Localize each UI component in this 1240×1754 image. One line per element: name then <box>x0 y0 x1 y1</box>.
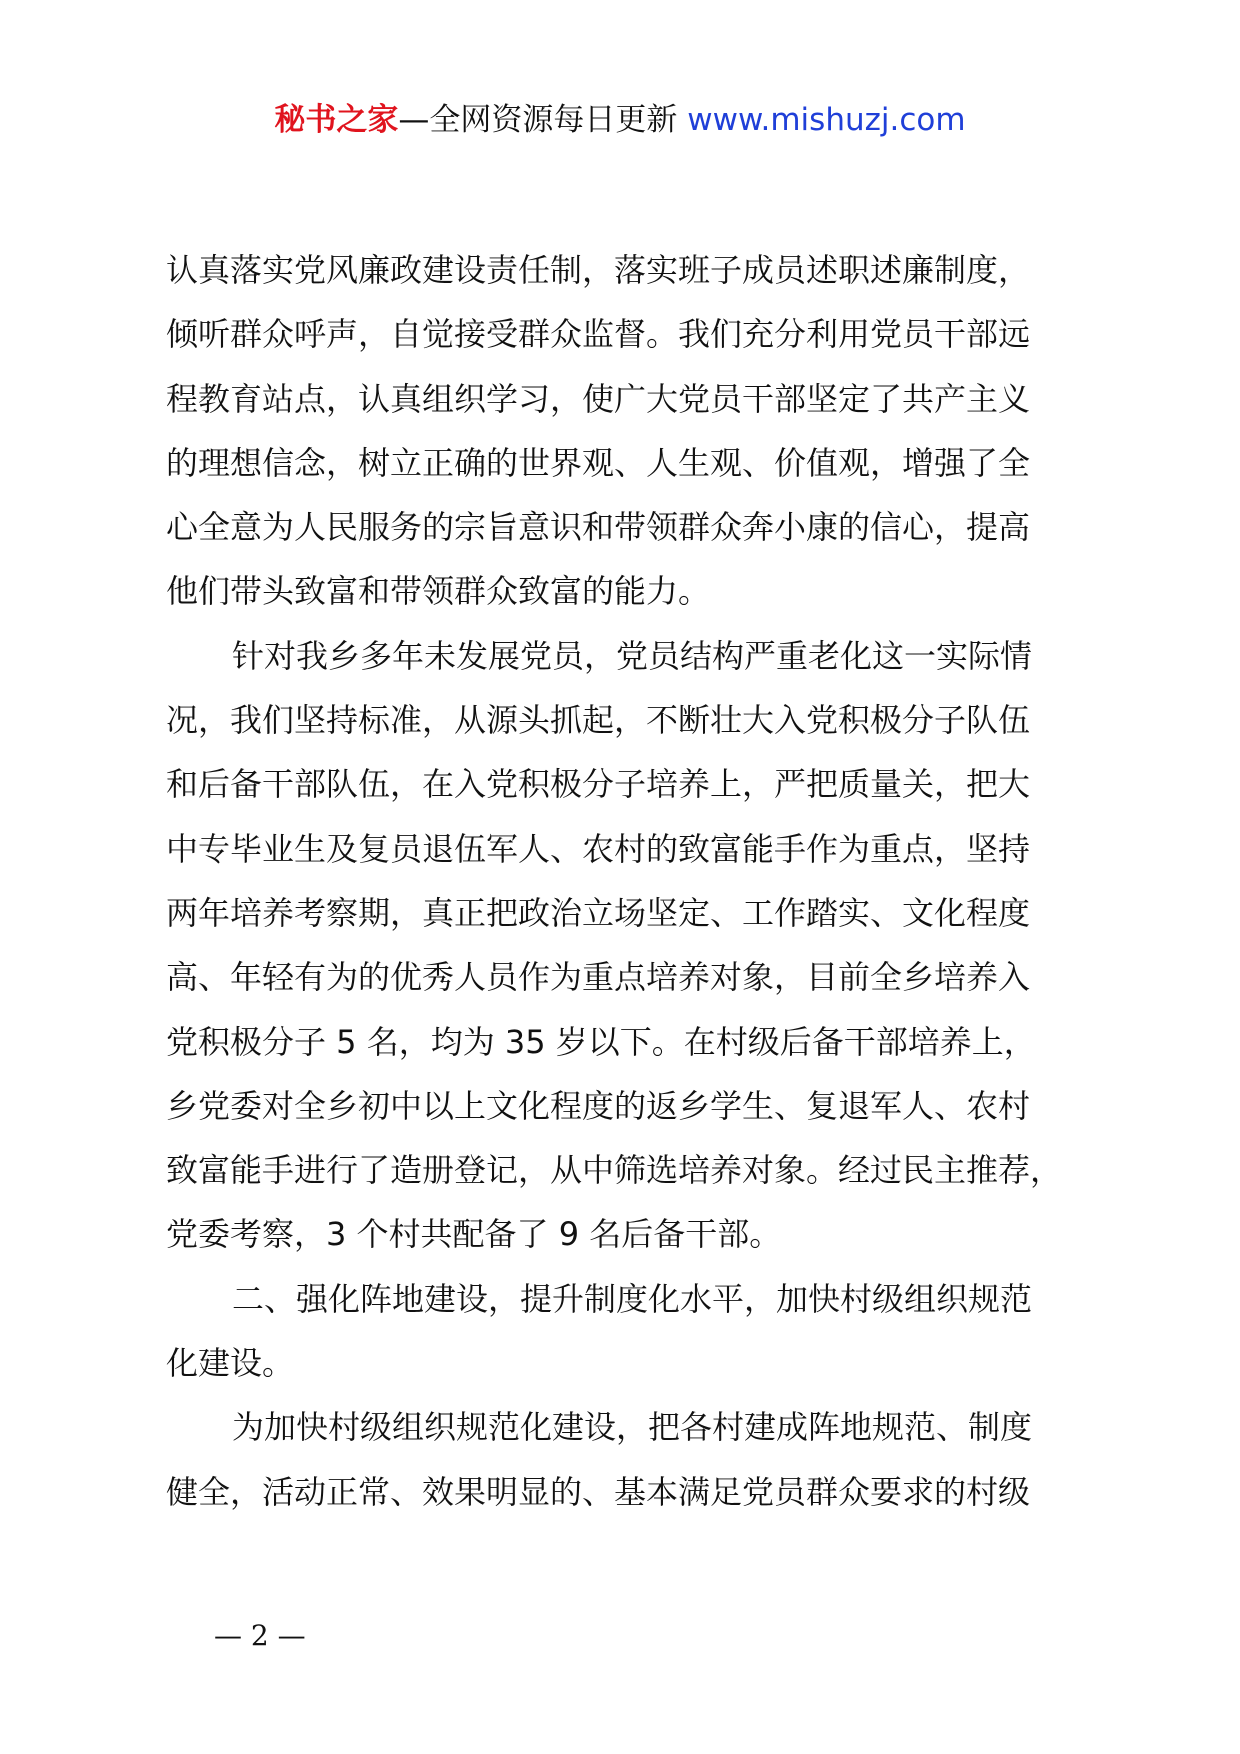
text-line: 的理想信念，树立正确的世界观、人生观、价值观，增强了全 <box>166 443 1031 482</box>
document-body <box>166 238 1126 1524</box>
text-line: 致富能手进行了造册登记，从中筛选培养对象。经过民主推荐， <box>166 1151 1063 1190</box>
paragraph-start-line: 为加快村级组织规范化建设，把各村建成阵地规范、制度 <box>232 1408 1033 1447</box>
text-line: 党委考察，3 个村共配备了 9 名后备干部。 <box>166 1215 782 1254</box>
section-heading-continued: 化建设。 <box>166 1344 295 1383</box>
text-line: 认真落实党风廉政建设责任制，落实班子成员述职述廉制度， <box>166 251 1031 289</box>
text-line: 中专毕业生及复员退伍军人、农村的致富能手作为重点，坚持 <box>166 829 1031 868</box>
text-line: 他们带头致富和带领群众致富的能力。 <box>166 572 711 611</box>
text-line: 和后备干部队伍，在入党积极分子培养上，严把质量关，把大 <box>166 765 1031 804</box>
text-line: 程教育站点，认真组织学习，使广大党员干部坚定了共产主义 <box>166 379 1031 418</box>
site-slogan: —全网资源每日更新 <box>398 102 678 138</box>
page-number: — 2 — <box>214 1619 306 1652</box>
text-line: 乡党委对全乡初中以上文化程度的返乡学生、复退军人、农村 <box>166 1086 1031 1125</box>
paragraph-start-line: 针对我乡多年未发展党员，党员结构严重老化这一实际情 <box>232 636 1033 675</box>
site-header <box>0 98 1240 142</box>
site-brand: 秘书之家 <box>274 102 399 138</box>
text-line: 健全，活动正常、效果明显的、基本满足党员群众要求的村级 <box>166 1472 1031 1511</box>
text-line: 况，我们坚持标准，从源头抓起，不断壮大入党积极分子队伍 <box>166 701 1031 740</box>
section-heading: 二、强化阵地建设，提升制度化水平，加快村级组织规范 <box>232 1279 1033 1318</box>
text-line: 两年培养考察期，真正把政治立场坚定、工作踏实、文化程度 <box>166 893 1031 932</box>
text-line: 倾听群众呼声，自觉接受群众监督。我们充分利用党员干部远 <box>166 315 1031 354</box>
text-line: 心全意为人民服务的宗旨意识和带领群众奔小康的信心，提高 <box>166 508 1031 547</box>
site-url-link[interactable]: www.mishuzj.com <box>687 102 966 138</box>
text-line: 党积极分子 5 名，均为 35 岁以下。在村级后备干部培养上， <box>166 1022 1036 1061</box>
text-line: 高、年轻有为的优秀人员作为重点培养对象，目前全乡培养入 <box>166 958 1031 997</box>
